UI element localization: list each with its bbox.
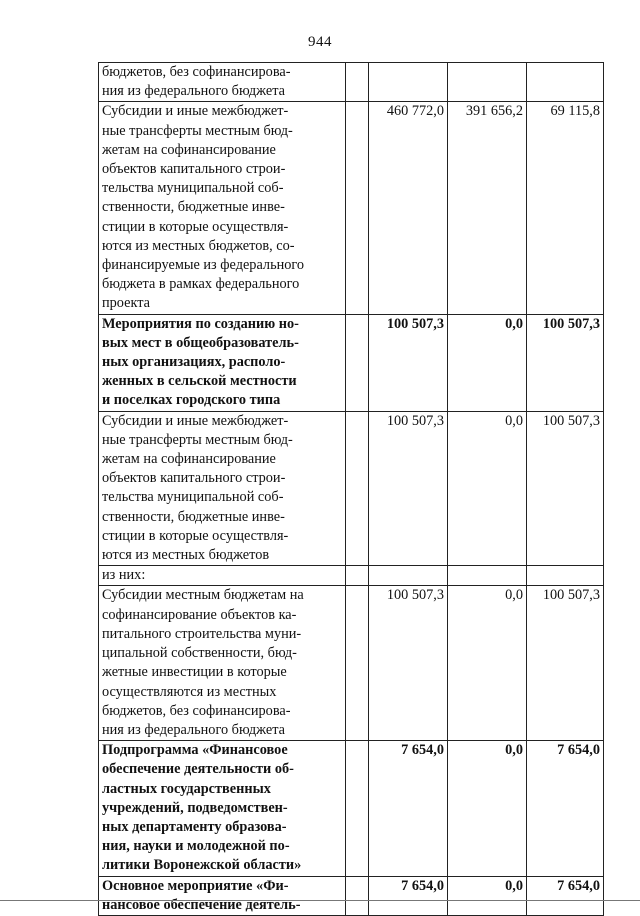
row-value-federal <box>448 566 527 586</box>
row-value-federal: 0,0 <box>448 411 527 566</box>
row-value-regional: 7 654,0 <box>527 876 604 915</box>
row-value-regional: 100 507,3 <box>527 586 604 741</box>
row-blank-cell <box>346 411 369 566</box>
row-value-total: 100 507,3 <box>369 586 448 741</box>
table-row <box>99 411 604 566</box>
table-row <box>99 314 604 411</box>
row-value-total: 7 654,0 <box>369 876 448 915</box>
row-value-regional: 7 654,0 <box>527 741 604 876</box>
table-row <box>99 102 604 314</box>
table-row <box>99 566 604 586</box>
budget-table-body <box>99 63 604 916</box>
table-row <box>99 741 604 876</box>
row-description: Субсидии и иные межбюджет- ные трансферты местным бюд- жетам на софинансирование объектов капитального строи- тельства муниципальной соб- ственности, бюджетные инве- стиции в которые осуществля- ются из местных бюджетов, со- финансируемые из федерального бюджета в рамках федерального проекта <box>99 102 346 314</box>
table-row <box>99 876 604 915</box>
table-row <box>99 63 604 102</box>
row-description: Подпрограмма «Финансовое обеспечение деятельности об- ластных государственных учреждений, подведомствен- ных департаменту образова- ния, науки и молодежной по- литики Воронежской области» <box>99 741 346 876</box>
row-description: бюджетов, без софинансирова- ния из федерального бюджета <box>99 63 346 102</box>
row-value-regional <box>527 566 604 586</box>
row-description: Основное мероприятие «Фи- нансовое обеспечение деятель- <box>99 876 346 915</box>
page-number: 944 <box>308 34 332 50</box>
row-value-total: 460 772,0 <box>369 102 448 314</box>
row-description: Субсидии и иные межбюджет- ные трансферты местным бюд- жетам на софинансирование объектов капитального строи- тельства муниципальной соб- ственности, бюджетные инве- стиции в которые осуществля- ются из местных бюджетов <box>99 411 346 566</box>
row-blank-cell <box>346 741 369 876</box>
row-value-total <box>369 566 448 586</box>
row-value-regional: 100 507,3 <box>527 314 604 411</box>
row-value-regional: 100 507,3 <box>527 411 604 566</box>
row-description: из них: <box>99 566 346 586</box>
row-description: Мероприятия по созданию но- вых мест в общеобразователь- ных организациях, располо- женных в сельской местности и поселках городского типа <box>99 314 346 411</box>
row-value-federal: 0,0 <box>448 314 527 411</box>
row-blank-cell <box>346 102 369 314</box>
row-value-federal: 0,0 <box>448 876 527 915</box>
row-value-federal: 391 656,2 <box>448 102 527 314</box>
row-blank-cell <box>346 63 369 102</box>
table-row <box>99 586 604 741</box>
row-description: Субсидии местным бюджетам на софинансирование объектов ка- питального строительства муни- ципальной собственности, бюд- жетные инвестиции в которые осуществляются из местных бюджетов, без софинансирова- ния из федерального бюджета <box>99 586 346 741</box>
page-bottom-rule <box>0 900 640 901</box>
row-value-regional <box>527 63 604 102</box>
row-value-total: 100 507,3 <box>369 411 448 566</box>
row-value-federal: 0,0 <box>448 741 527 876</box>
row-value-federal <box>448 63 527 102</box>
row-blank-cell <box>346 314 369 411</box>
row-blank-cell <box>346 876 369 915</box>
row-blank-cell <box>346 566 369 586</box>
row-value-regional: 69 115,8 <box>527 102 604 314</box>
budget-table <box>98 62 604 916</box>
row-value-total <box>369 63 448 102</box>
row-value-federal: 0,0 <box>448 586 527 741</box>
row-value-total: 100 507,3 <box>369 314 448 411</box>
row-blank-cell <box>346 586 369 741</box>
row-value-total: 7 654,0 <box>369 741 448 876</box>
